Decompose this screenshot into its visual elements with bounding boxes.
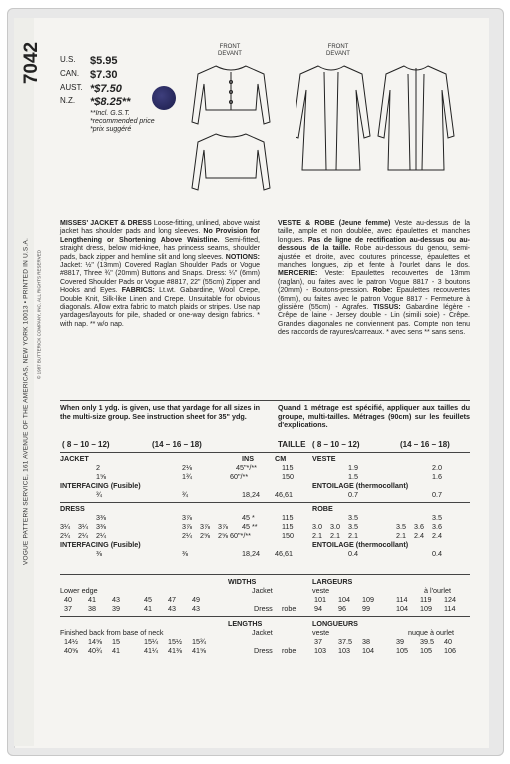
divider: [60, 574, 470, 575]
cell: 2.4: [432, 531, 442, 540]
size-range: ( 8 – 10 – 12): [62, 440, 110, 449]
cell: 96: [338, 604, 346, 613]
cell: 60"*/**: [230, 531, 251, 540]
cell: 49: [192, 595, 200, 604]
cell: 119: [420, 595, 432, 604]
spine: [14, 18, 42, 746]
cell: 2.0: [432, 463, 442, 472]
cell: 2⅝: [218, 531, 228, 540]
size-range: ( 8 – 10 – 12): [312, 440, 360, 449]
cell: 2.1: [396, 531, 406, 540]
cell: ¾: [96, 490, 102, 499]
cell: 46,61: [275, 549, 293, 558]
cell: 38: [362, 637, 370, 646]
fabrics-heading: FABRICS:: [121, 287, 155, 295]
copyright: © 1987 BUTTERICK COMPANY, INC. ALL RIGHTS RESERVED: [36, 250, 42, 379]
cell: 150: [282, 472, 294, 481]
cell: 3⅞: [182, 522, 192, 531]
title-french: VESTE & ROBE (Jeune femme): [278, 220, 391, 227]
cell: 2.1: [330, 531, 340, 540]
cell: 39: [112, 604, 120, 613]
price-list: [60, 55, 155, 134]
row-label: Dress: [254, 646, 273, 655]
cell: 3.5: [348, 522, 358, 531]
cell: 3⅜: [96, 522, 106, 531]
cell: 43: [112, 595, 120, 604]
desc2-english: Semi-fitted, straight dress, below mid-knee, has princess seams, shoulder pads, back zipper and hemline slit and long sleeves.: [60, 236, 260, 261]
cell: 115: [282, 522, 294, 531]
sketch-label-front: FRONT DEVANT: [326, 44, 350, 57]
cell: 38: [88, 604, 96, 613]
cell: 43: [168, 604, 176, 613]
row-label: Dress: [254, 604, 273, 613]
cell: 41: [88, 595, 96, 604]
longueurs-heading: LONGUEURS: [312, 619, 358, 628]
row-label: à l'ourlet: [424, 586, 451, 595]
row-label: robe: [282, 646, 297, 655]
table-row: [60, 605, 470, 614]
interfacing-heading: INTERFACING (Fusible): [60, 540, 141, 549]
cell: 99: [362, 604, 370, 613]
description-english: [60, 220, 260, 329]
cell: 3⅞: [182, 513, 192, 522]
cell: 3¼: [60, 522, 70, 531]
cell: 105: [420, 646, 432, 655]
cell: 45"*/**: [236, 463, 257, 472]
jacket-sketch: [186, 60, 276, 200]
cell: 3⅞: [218, 522, 228, 531]
cell: 60"/**: [230, 472, 249, 481]
notions-text: Jacket: ½" (13mm) Covered Raglan Shoulder Pads or Vogue #8817, Three ¾" (20mm) Buttons and Snaps. Dress: ¼" (6mm) Covered Shoulder Pads or Vogue #8817, 22" (55cm) Zipper and Hooks and Eyes.: [60, 261, 260, 295]
sketch-label-front: FRONT DEVANT: [218, 44, 242, 57]
price-note: *recommended price: [90, 118, 155, 126]
row-label: veste: [312, 586, 330, 595]
cell: 150: [282, 531, 294, 540]
dress-yardage-table: [60, 505, 470, 559]
cell: 3.5: [348, 513, 358, 522]
description-french: [278, 220, 470, 337]
robe-heading: Robe:: [372, 287, 393, 295]
widths-table: [60, 578, 470, 614]
cell: 103: [314, 646, 326, 655]
cell: 41⅝: [192, 646, 206, 655]
cell: 15: [112, 637, 120, 646]
divider: [60, 502, 470, 503]
notions-heading: NOTIONS:: [225, 253, 261, 261]
tissus-heading: TISSUS:: [373, 303, 401, 311]
cell: 1.9: [348, 463, 358, 472]
mercerie-text: Veste: Epaulettes recouvertes de 13mm (raglan), ou faites avec le patron Vogue 8817 - 3 boutons (20mm) - Boutons-pression.: [278, 270, 470, 295]
cm-heading: CM: [275, 454, 287, 463]
cell: 3.6: [414, 522, 424, 531]
cell: 40¾: [88, 646, 102, 655]
cell: 39: [396, 637, 404, 646]
cell: 45: [144, 595, 152, 604]
cell: 2¼: [78, 531, 88, 540]
cell: 3.6: [432, 522, 442, 531]
widths-subheading: Lower edge: [60, 586, 98, 595]
widths-heading: WIDTHS: [228, 577, 257, 586]
ins-heading: INS: [242, 454, 254, 463]
cell: 43: [192, 604, 200, 613]
cell: 2¼: [182, 531, 192, 540]
size-header: [60, 440, 470, 449]
cell: 39.5: [420, 637, 434, 646]
color-dot: [152, 86, 176, 110]
dress-sketch: [296, 60, 466, 210]
lengths-table: [60, 620, 470, 656]
table-row: [60, 550, 470, 559]
yardage-note-french: Quand 1 métrage est spécifié, appliquer aux tailles du groupe, multi-tailles. Métrages (90cm) sur les feuillets d'explications.: [278, 403, 470, 430]
price-label: N.Z.: [60, 96, 76, 106]
cell: 37: [64, 604, 72, 613]
cell: 1⅝: [96, 472, 106, 481]
cell: 18,24: [242, 490, 260, 499]
cell: 124: [444, 595, 456, 604]
mercerie-heading: MERCERIE:: [278, 270, 318, 278]
cell: 0.4: [348, 549, 358, 558]
cell: 3.0: [330, 522, 340, 531]
cell: 1¾: [182, 472, 192, 481]
cell: 0.7: [348, 490, 358, 499]
cell: 114: [444, 604, 456, 613]
cell: 15½: [168, 637, 182, 646]
lengths-subheading: Finished back from base of neck: [60, 628, 164, 637]
price-label: AUST.: [60, 82, 83, 92]
cell: 3.5: [432, 513, 442, 522]
cell: 0.4: [432, 549, 442, 558]
cell: 115: [282, 463, 294, 472]
size-range: (14 – 16 – 18): [152, 440, 202, 449]
cell: 3⅞: [200, 522, 210, 531]
no-provision-french: Pas de ligne de rectification au-dessus ou au-dessous de la taille.: [278, 236, 471, 253]
price-label: CAN.: [60, 68, 80, 78]
pattern-number: 7042: [21, 41, 42, 85]
cell: 40: [64, 595, 72, 604]
veste-heading: VESTE: [312, 454, 336, 463]
cell: 14½: [64, 637, 78, 646]
cell: 3.5: [396, 522, 406, 531]
cell: ⅜: [96, 549, 102, 558]
cell: 1.6: [432, 472, 442, 481]
row-label: nuque à ourlet: [408, 628, 454, 637]
no-provision-english: No Provision for Lengthening or Shortening Above Waistline.: [60, 228, 260, 244]
row-label: robe: [282, 604, 297, 613]
price-note: *prix suggéré: [90, 126, 132, 134]
size-range: (14 – 16 – 18): [400, 440, 450, 449]
cell: 2.1: [348, 531, 358, 540]
cell: 3¼: [78, 522, 88, 531]
tissus-text: Gabardine légère - Crêpe de laine - Jersey double - Lin (simili soie) - Crêpe. Grandes diagonales ne conviennent pas. Compte non tenu des raccords de rayures/carreaux. * avec sens ** sans sens.: [278, 303, 470, 337]
cell: 2¼: [96, 531, 106, 540]
cell: 2.4: [414, 531, 424, 540]
cell: 41: [112, 646, 120, 655]
cell: 103: [338, 646, 350, 655]
cell: 2⅛: [182, 463, 192, 472]
cell: 115: [282, 513, 294, 522]
cell: 109: [420, 604, 432, 613]
jacket-heading: JACKET: [60, 454, 89, 463]
cell: 37.5: [338, 637, 352, 646]
cell: 41: [144, 604, 152, 613]
price-value: $5.95: [90, 55, 118, 67]
cell: 2⅝: [200, 531, 210, 540]
cell: 41¼: [144, 646, 158, 655]
robe-heading: ROBE: [312, 504, 333, 513]
cell: 104: [396, 604, 408, 613]
cell: ⅜: [182, 549, 188, 558]
cell: 2¼: [60, 531, 70, 540]
entoilage-heading: ENTOILAGE (thermocollant): [312, 540, 409, 549]
cell: 2.1: [312, 531, 322, 540]
cell: 105: [396, 646, 408, 655]
cell: 0.7: [432, 490, 442, 499]
yardage-note-english: When only 1 ydg. is given, use that yardage for all sizes in the multi-size group. See instruction sheet for 35" ydg.: [60, 403, 260, 421]
row-label: Jacket: [252, 586, 273, 595]
table-row: [60, 491, 470, 500]
cell: 3⅜: [96, 513, 106, 522]
price-value: $7.30: [90, 68, 118, 81]
cell: 40⅝: [64, 646, 78, 655]
divider: [60, 400, 470, 401]
cell: 37: [314, 637, 322, 646]
size-label-fr: TAILLE: [278, 440, 306, 449]
desc-english: Loose-fitting, unlined, above waist jacket has shoulder pads and long sleeves.: [60, 220, 260, 236]
lengths-heading: LENGTHS: [228, 619, 263, 628]
table-row: [60, 464, 470, 473]
desc2-french: Robe au-dessous du genou, semi-ajustée et droite, avec coutures princesse, épaulettes et manches longues, zip et fente à l'ourlet dans le dos.: [278, 245, 471, 269]
cell: 3.0: [312, 522, 322, 531]
cell: 18,24: [242, 549, 260, 558]
jacket-yardage-table: [60, 455, 470, 500]
cell: 46,61: [275, 490, 293, 499]
cell: ¾: [182, 490, 188, 499]
publisher-address: VOGUE PATTERN SERVICE, 161 AVENUE OF THE AMERICAS, NEW YORK 10013 • PRINTED IN U.S.A.: [22, 237, 30, 566]
table-row: [60, 523, 470, 532]
interfacing-heading: INTERFACING (Fusible): [60, 481, 141, 490]
cell: 101: [314, 595, 326, 604]
cell: 1.5: [348, 472, 358, 481]
cell: 104: [338, 595, 350, 604]
cell: 45 **: [242, 522, 258, 531]
table-row: [60, 647, 470, 656]
row-label: veste: [312, 628, 330, 637]
price-value: *$7.50: [90, 82, 122, 95]
cell: 15¼: [144, 637, 158, 646]
cell: 40: [444, 637, 452, 646]
dress-heading: DRESS: [60, 504, 85, 513]
cell: 94: [314, 604, 322, 613]
cell: 104: [362, 646, 374, 655]
cell: 106: [444, 646, 456, 655]
cell: 41⅜: [168, 646, 182, 655]
cell: 15¾: [192, 637, 206, 646]
largeurs-heading: LARGEURS: [312, 577, 353, 586]
fabrics-text: Lt.wt. Gabardine, Wool Crepe, Double Knit, Silk-like Linen and Crepe. Unsuitable for obvious diagonals. Allow extra fabric to match plaids or stripes. Use nap yardages/layouts for pile, shaded or one-way design fabrics. * with nap. ** w/o nap.: [60, 287, 260, 328]
cell: 14⅝: [88, 637, 102, 646]
cell: 47: [168, 595, 176, 604]
table-row: [60, 514, 470, 523]
row-label: Jacket: [252, 628, 273, 637]
title-english: MISSES' JACKET & DRESS: [60, 220, 152, 227]
entoilage-heading: ENTOILAGE (thermocollant): [312, 481, 409, 490]
cell: 2: [96, 463, 100, 472]
divider: [60, 616, 470, 617]
price-label: U.S.: [60, 55, 76, 64]
cell: 45 *: [242, 513, 255, 522]
robe-text: Epaulettes recouvertes (6mm), ou faites avec le patron Vogue 8817 - Fermeture à glissière (55cm) - Agrafes.: [278, 287, 470, 311]
cell: 109: [362, 595, 374, 604]
cell: 114: [396, 595, 408, 604]
price-note: **Incl. G.S.T.: [90, 110, 130, 117]
desc-french: Veste au-dessus de la taille, ample et non doublée, avec épaulettes et manches longues.: [278, 220, 470, 244]
divider: [60, 452, 470, 453]
price-value: *$8.25**: [90, 96, 131, 109]
